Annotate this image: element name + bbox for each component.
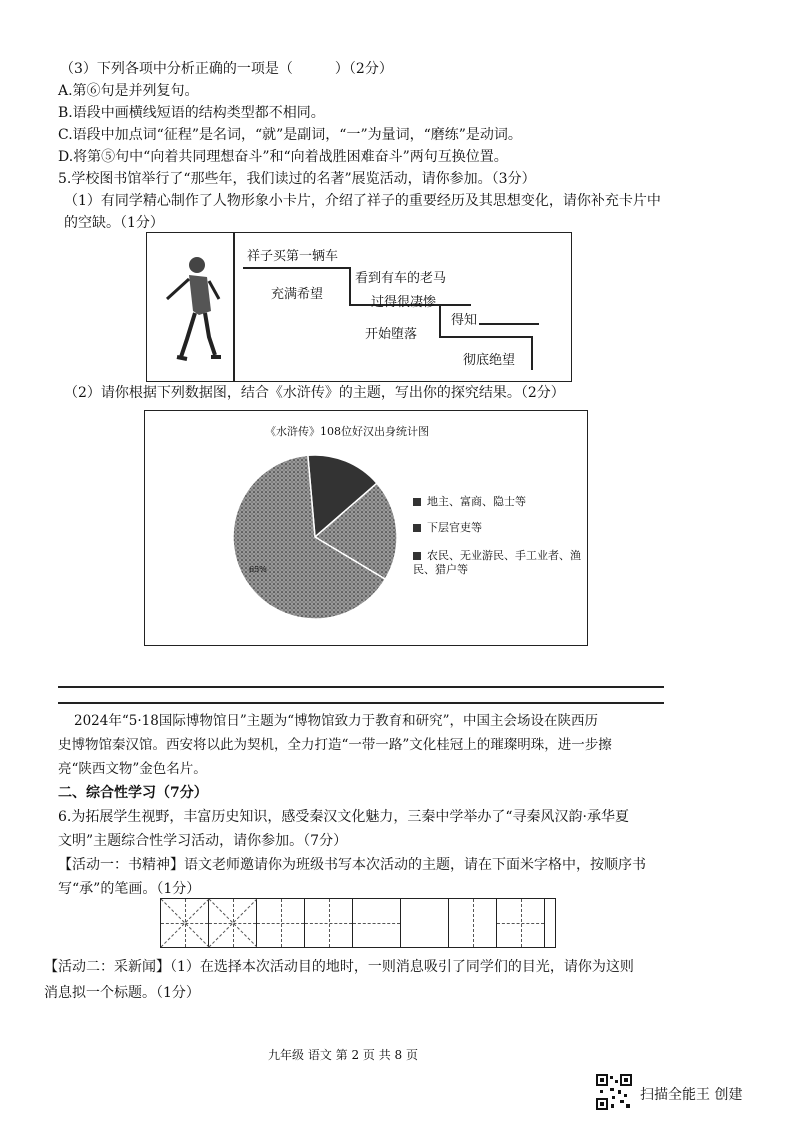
q5-part2: （2）请你根据下列数据图，结合《水浒传》的主题，写出你的探究结果。（2分） (64, 385, 565, 401)
separator-bottom (58, 702, 664, 704)
step-riser-3 (531, 336, 533, 370)
card-step-7: 彻底绝望 (463, 353, 516, 368)
activity2-line-1: 【活动二：采新闻】（1）在选择本次活动目的地时，一则消息吸引了同学们的目光，请你为这则 (44, 959, 634, 975)
section2-heading: 二、综合性学习（7分） (58, 785, 208, 801)
material-line-2: 史博物馆秦汉馆。西安将以此为契机，全力打造“一带一路”文化桂冠上的璀璨明珠，进一步擦 (58, 737, 612, 753)
card-step-1: 祥子买第一辆车 (247, 249, 339, 264)
legend-label-3: 农民、无业游民、手工业者、渔民、猎户等 (413, 549, 581, 576)
activity1-line-1: 【活动一：书精神】语文老师邀请你为班级书写本次活动的主题，请在下面米字格中，按顺序书 (58, 857, 646, 873)
xiangzi-figure-icon (159, 253, 223, 365)
q6-line-2: 文明”主题综合性学习活动，请你参加。（7分） (58, 833, 348, 849)
mizige-grid (160, 898, 556, 948)
scanner-watermark: 扫描全能王 创建 (640, 1087, 743, 1103)
diagonal-guides (209, 899, 257, 947)
separator-top (58, 686, 664, 688)
grid-cell-4[interactable] (305, 899, 353, 947)
card-step-4: 过得很凄惨 (371, 295, 437, 310)
pie-label-65: 65% (249, 565, 267, 574)
grid-cell-3[interactable] (257, 899, 305, 947)
step-line-1 (243, 267, 351, 269)
legend-item-2 (413, 521, 482, 535)
chart-title: 《水浒传》108位好汉出身统计图 (265, 425, 429, 438)
diagonal-guides (161, 899, 209, 947)
grid-cell-6[interactable] (401, 899, 449, 947)
grid-cell-1[interactable] (161, 899, 209, 947)
q6-line-1: 6.为拓展学生视野，丰富历史知识，感受秦汉文化魅力，三秦中学举办了“寻秦风汉韵·承华夏 (58, 809, 629, 825)
q3-option-a: A.第⑥句是并列复句。 (58, 83, 199, 99)
q3-stem: （3）下列各项中分析正确的一项是（ ）（2分） (60, 61, 393, 77)
card-step-2: 充满希望 (271, 287, 324, 302)
legend-swatch-2 (413, 524, 421, 532)
legend-item-3 (413, 549, 583, 577)
step-line-3 (439, 336, 531, 338)
step-riser-1 (349, 267, 351, 305)
card-divider (233, 233, 235, 381)
activity2-line-2: 消息拟一个标题。（1分） (44, 985, 200, 1001)
grid-cell-2[interactable] (209, 899, 257, 947)
card-step-3: 看到有车的老马 (355, 271, 447, 286)
material-line-1: 2024年“5·18国际博物馆日”主题为“博物馆致力于教育和研究”，中国主会场设在陕西历 (74, 713, 599, 729)
legend-swatch-3 (413, 552, 421, 560)
grid-cell-5[interactable] (353, 899, 401, 947)
grid-cell-7[interactable] (449, 899, 497, 947)
character-card (146, 232, 572, 382)
q5-part1-line2: 的空缺。（1分） (64, 215, 164, 231)
q5-stem: 5.学校图书馆举行了“那些年，我们读过的名著”展览活动，请你参加。（3分） (58, 171, 536, 187)
legend-item-1 (413, 495, 526, 509)
q3-option-d: D.将第⑤句中“向着共同理想奋斗”和“向着战胜困难奋斗”两句互换位置。 (58, 149, 508, 165)
pie-chart (225, 447, 405, 627)
legend-label-1: 地主、富商、隐士等 (427, 495, 526, 508)
qr-code-icon (596, 1074, 632, 1110)
page-number: 九年级 语文 第 2 页 共 8 页 (268, 1048, 418, 1062)
activity1-line-2: 写“承”的笔画。（1分） (58, 881, 201, 897)
blank-underline (479, 323, 539, 325)
chart-frame (144, 410, 588, 646)
q3-option-b: B.语段中画横线短语的结构类型都不相同。 (58, 105, 325, 121)
legend-label-2: 下层官吏等 (427, 521, 482, 534)
material-line-3: 亮“陕西文物”金色名片。 (58, 761, 207, 777)
grid-cell-8[interactable] (497, 899, 545, 947)
step-riser-2 (439, 304, 441, 338)
legend-swatch-1 (413, 498, 421, 506)
q3-option-c: C.语段中加点词“征程”是名词，“就”是副词，“一”为量词，“磨练”是动词。 (58, 127, 522, 143)
card-step-5: 开始堕落 (365, 327, 418, 342)
card-step-6: 得知 (451, 313, 478, 328)
q5-part1-line1: （1）有同学精心制作了人物形象小卡片，介绍了祥子的重要经历及其思想变化，请你补充卡片中 (64, 193, 661, 209)
